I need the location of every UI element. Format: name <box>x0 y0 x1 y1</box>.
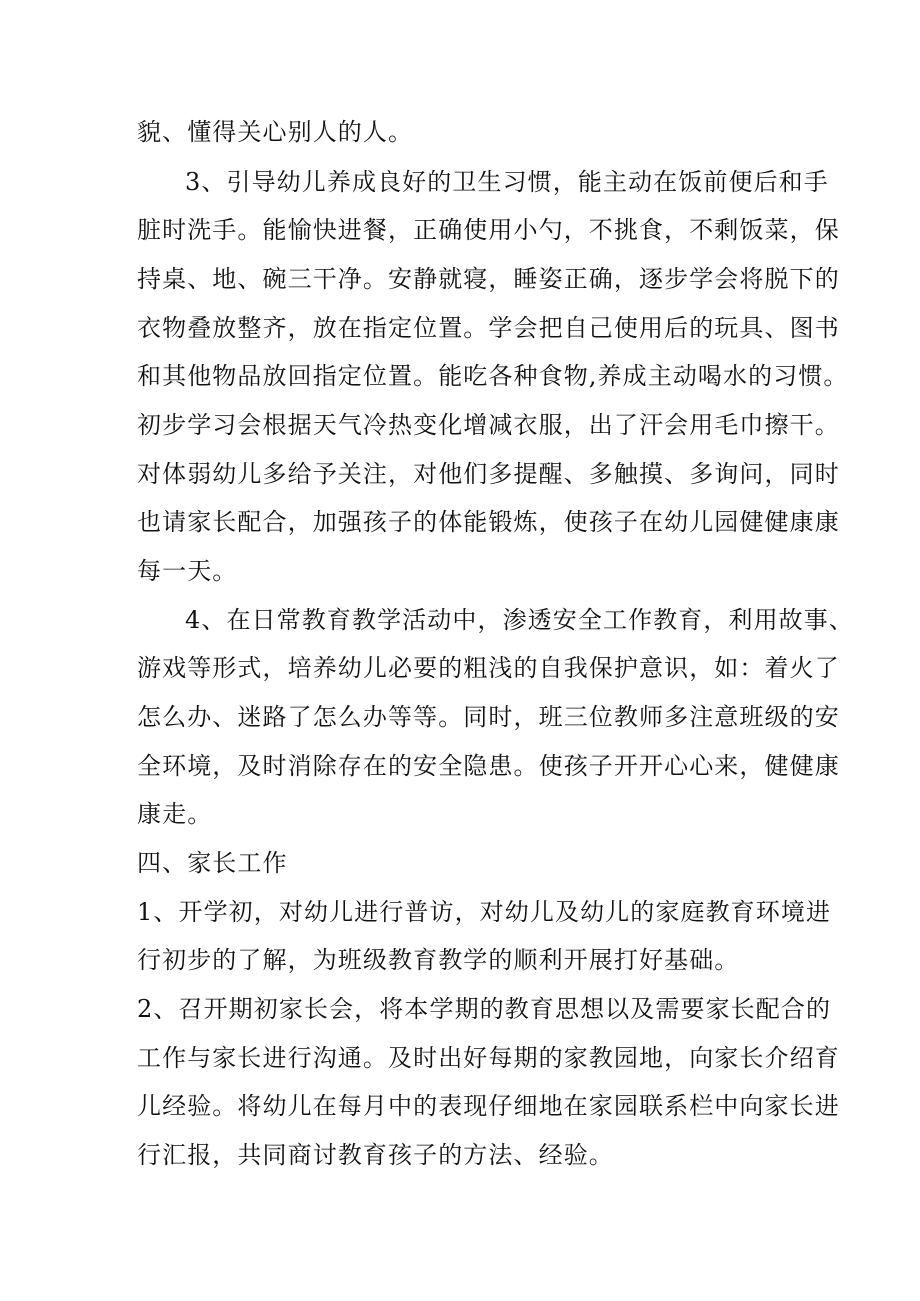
text-line: 持桌、地、碗三干净。安静就寝，睡姿正确，逐步学会将脱下的 <box>137 265 840 293</box>
text-line-item-1: 1、开学初，对幼儿进行普访，对幼儿及幼儿的家庭教育环境进 <box>137 898 832 926</box>
text-line: 行初步的了解，为班级教育教学的顺利开展打好基础。 <box>137 946 740 974</box>
text-line: 工作与家长进行沟通。及时出好每期的家教园地，向家长介绍育 <box>137 1044 840 1072</box>
text-line: 对体弱幼儿多给予关注，对他们多提醒、多触摸、多询问，同时 <box>137 460 840 488</box>
text-line: 初步学习会根据天气冷热变化增减衣服，出了汗会用毛巾擦干。 <box>137 411 840 439</box>
text-line: 每一天。 <box>137 557 238 585</box>
text-line: 康走。 <box>137 800 213 828</box>
text-line: 怎么办、迷路了怎么办等等。同时，班三位教师多注意班级的安 <box>137 703 840 731</box>
text-line: 儿经验。将幼儿在每月中的表现仔细地在家园联系栏中向家长进 <box>137 1092 840 1120</box>
text-line: 和其他物品放回指定位置。能吃各种食物,养成主动喝水的习惯。 <box>137 362 849 390</box>
text-line-item-2: 2、召开期初家长会，将本学期的教育思想以及需要家长配合的 <box>137 995 832 1023</box>
text-line: 游戏等形式，培养幼儿必要的粗浅的自我保护意识，如：着火了 <box>137 654 840 682</box>
text-line: 全环境，及时消除存在的安全隐患。使孩子开开心心来，健健康 <box>137 752 840 780</box>
text-line: 行汇报，共同商讨教育孩子的方法、经验。 <box>137 1141 614 1169</box>
text-line-item-3: 3、引导幼儿养成良好的卫生习惯，能主动在饭前便后和手 <box>185 168 829 196</box>
text-line-item-4: 4、在日常教育教学活动中，渗透安全工作教育，利用故事、 <box>185 606 854 634</box>
text-line: 脏时洗手。能愉快进餐，正确使用小勺，不挑食，不剩饭菜，保 <box>137 216 840 244</box>
text-line: 衣物叠放整齐，放在指定位置。学会把自己使用后的玩具、图书 <box>137 314 840 342</box>
section-heading: 四、家长工作 <box>137 849 288 877</box>
text-line: 也请家长配合，加强孩子的体能锻炼，使孩子在幼儿园健健康康 <box>137 508 840 536</box>
text-line: 貌、懂得关心别人的人。 <box>137 118 414 146</box>
